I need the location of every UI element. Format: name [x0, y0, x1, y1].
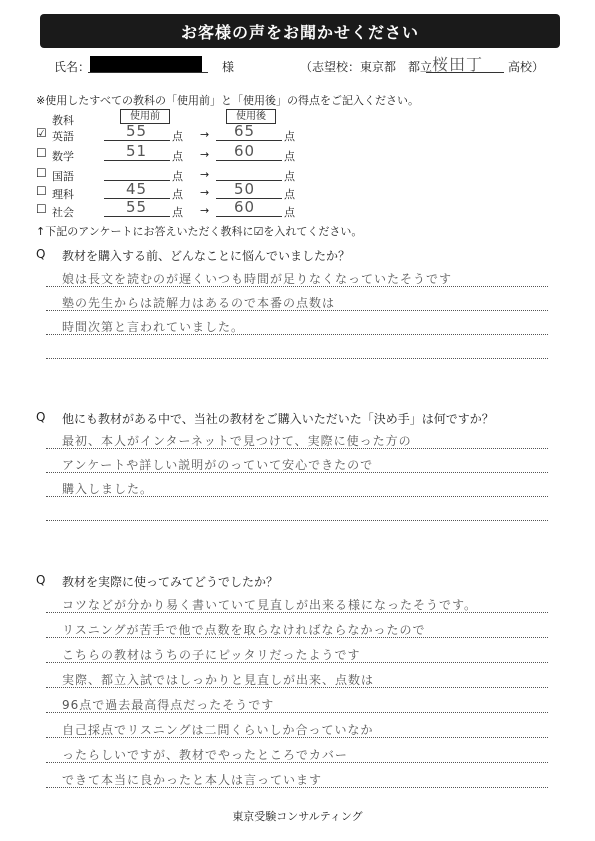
unit-before: 点 [172, 206, 183, 219]
arrow: → [200, 128, 210, 141]
subject-checkbox[interactable]: ☐ [36, 166, 47, 180]
unit-after: 点 [284, 206, 295, 219]
score-before-underline [104, 140, 170, 141]
arrow: → [200, 204, 210, 217]
handwritten-answer-line: アンケートや詳しい説明がのっていて安心できたので [62, 458, 374, 472]
unit-after: 点 [284, 188, 295, 201]
honorific: 様 [222, 60, 235, 74]
page-title: お客様の声をお聞かせください [40, 14, 560, 48]
handwritten-answer-line: リスニングが苦手で他で点数を取らなければならなかったので [62, 623, 426, 637]
score-after: 65 [234, 122, 256, 140]
subject-name: 理科 [52, 188, 74, 201]
school-underline [426, 72, 504, 73]
subject-name: 社会 [52, 206, 74, 219]
q2-label: Q [36, 410, 46, 424]
score-before-underline [104, 216, 170, 217]
handwritten-answer-line: 時間次第と言われていました。 [62, 320, 245, 334]
score-before: 45 [126, 180, 148, 198]
school-prefix: （志望校：東京都 都立 [300, 60, 433, 74]
subject-checkbox[interactable]: ☑ [36, 126, 47, 140]
arrow: → [200, 148, 210, 161]
answer-rule [46, 358, 548, 359]
score-before-underline [104, 160, 170, 161]
handwritten-answer-line: こちらの教材はうちの子にピッタリだったようです [62, 648, 361, 662]
school-name-handwritten: 桜田丁 [432, 55, 484, 74]
company-name: 東京受験コンサルティング [232, 810, 363, 823]
q3-label: Q [36, 573, 46, 587]
score-before: 55 [126, 198, 148, 216]
subject-checkbox[interactable]: ☐ [36, 146, 47, 160]
name-label: 氏名： [54, 60, 91, 74]
handwritten-answer-line: 購入しました。 [62, 482, 154, 496]
handwritten-answer-line: 最初、本人がインターネットで見つけて、実際に使った方の [62, 434, 412, 448]
col-after: 使用後 [226, 109, 276, 124]
unit-after: 点 [284, 170, 295, 183]
handwritten-answer-line: ったらしいですが、教材でやったところでカバー [62, 748, 348, 762]
subject-checkbox[interactable]: ☐ [36, 184, 47, 198]
unit-before: 点 [172, 130, 183, 143]
unit-before: 点 [172, 170, 183, 183]
subject-name: 国語 [52, 170, 74, 183]
score-after: 60 [234, 198, 256, 216]
score-before: 51 [126, 142, 148, 160]
score-before: 55 [126, 122, 148, 140]
score-after-underline [216, 160, 282, 161]
score-after-underline [216, 216, 282, 217]
unit-after: 点 [284, 130, 295, 143]
arrow: → [200, 186, 210, 199]
handwritten-answer-line: 娘は長文を読むのが遅くいつも時間が足りなくなっていたそうです [62, 272, 453, 286]
score-instruction: ※使用したすべての教科の「使用前」と「使用後」の得点をご記入ください。 [36, 94, 419, 107]
handwritten-answer-line: 実際、都立入試ではしっかりと見直しが出来、点数は [62, 673, 375, 687]
arrow: → [200, 168, 210, 181]
handwritten-answer-line: コツなどが分かり易く書いていて見直しが出来る様になったそうです。 [62, 598, 478, 612]
col-before: 使用前 [120, 109, 170, 124]
school-suffix: 高校） [508, 60, 545, 74]
name-underline [88, 72, 208, 73]
score-after: 50 [234, 180, 256, 198]
q1-question: 教材を購入する前、どんなことに悩んでいましたか？ [62, 249, 351, 263]
q2-question: 他にも教材がある中で、当社の教材をご購入いただいた「決め手」は何ですか？ [62, 412, 494, 426]
unit-before: 点 [172, 150, 183, 163]
handwritten-answer-line: 96点で過去最高得点だったそうです [62, 698, 275, 712]
unit-after: 点 [284, 150, 295, 163]
score-after-underline [216, 140, 282, 141]
col-subject: 教科 [52, 114, 74, 127]
q3-question: 教材を実際に使ってみてどうでしたか？ [62, 575, 279, 589]
subject-name: 英語 [52, 130, 74, 143]
score-footnote: ↑下記のアンケートにお答えいただく教科に☑を入れてください。 [36, 225, 363, 238]
handwritten-answer-line: 自己採点でリスニングは二問くらいしか合っていなか [62, 723, 374, 737]
q1-label: Q [36, 247, 46, 261]
handwritten-answer-line: できて本当に良かったと本人は言っています [62, 773, 323, 787]
score-after: 60 [234, 142, 256, 160]
handwritten-answer-line: 塾の先生からは読解力はあるので本番の点数は [62, 296, 336, 310]
redacted-name [90, 56, 202, 72]
subject-name: 数学 [52, 150, 74, 163]
answer-rule [46, 520, 548, 521]
unit-before: 点 [172, 188, 183, 201]
subject-checkbox[interactable]: ☐ [36, 202, 47, 216]
